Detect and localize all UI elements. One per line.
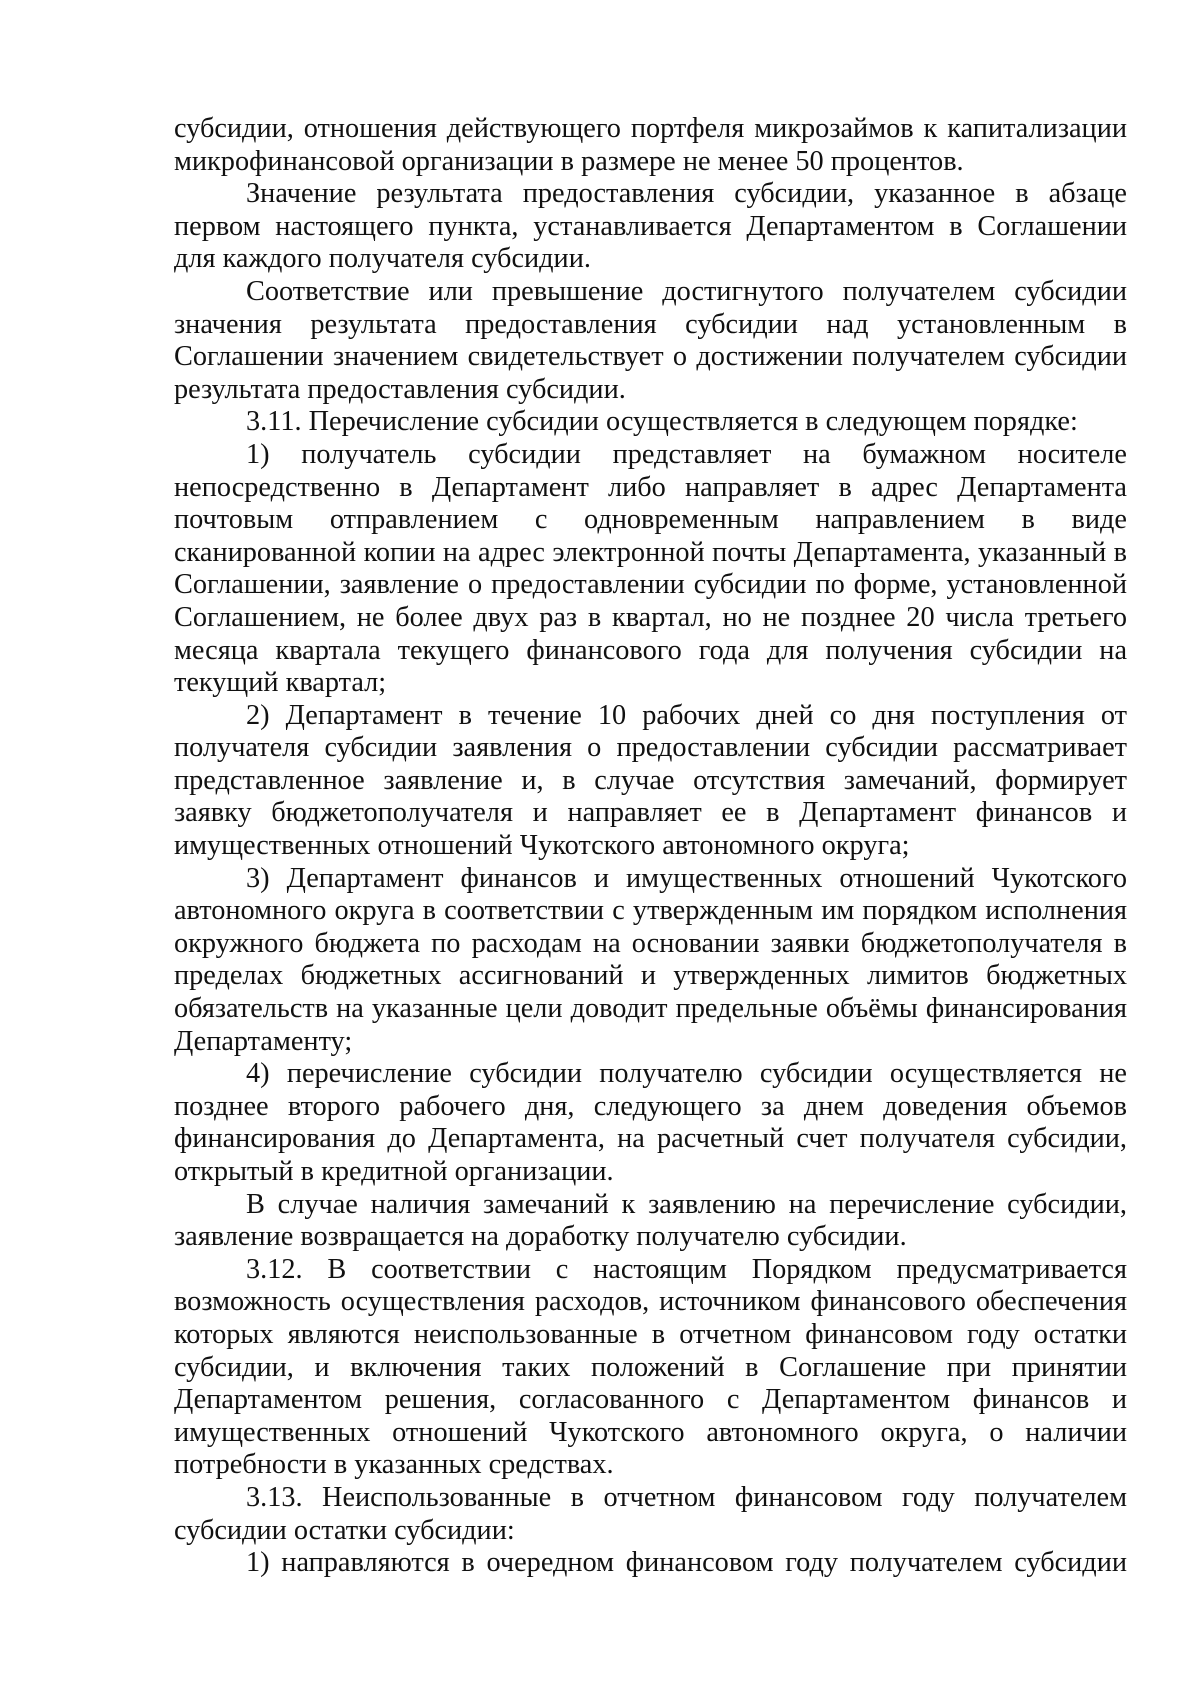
paragraph-remarks: В случае наличия замечаний к заявлению на перечисление субсидии, заявление возвращается на доработку получателю субсидии. [174, 1188, 1127, 1253]
paragraph-3-11-item-1: 1) получатель субсидии представляет на бумажном носителе непосредственно в Департамент либо направляет в адрес Департамента почтовым отправлением с одновременным направлением в виде сканированной копии на адрес электронной почты Департамента, указанный в Соглашении, заявление о предоставлении субсидии по форме, установленной Соглашением, не более двух раз в квартал, но не позднее 20 числа третьего месяца квартала текущего финансового года для получения субсидии на текущий квартал; [174, 438, 1127, 699]
paragraph-result-value: Значение результата предоставления субсидии, указанное в абзаце первом настоящего пункта, устанавливается Департаментом в Соглашении для каждого получателя субсидии. [174, 178, 1127, 275]
paragraph-3-11-heading: 3.11. Перечисление субсидии осуществляется в следующем порядке: [246, 406, 1078, 438]
document-body [174, 113, 1127, 1580]
paragraph-continuation: субсидии, отношения действующего портфеля микрозаймов к капитализации микрофинансовой организации в размере не менее 50 процентов. [174, 113, 1127, 177]
paragraph-3-13: 3.13. Неиспользованные в отчетном финансовом году получателем субсидии остатки субсидии: [174, 1481, 1127, 1546]
paragraph-3-11-item-3: 3) Департамент финансов и имущественных отношений Чукотского автономного округа в соответствии с утвержденным им порядком исполнения окружного бюджета по расходам на основании заявки бюджетополучателя в пределах бюджетных ассигнований и утвержденных лимитов бюджетных обязательств на указанные цели доводит предельные объёмы финансирования Департаменту; [174, 862, 1127, 1057]
paragraph-3-11-item-2: 2) Департамент в течение 10 рабочих дней со дня поступления от получателя субсидии заявления о предоставлении субсидии рассматривает представленное заявление и, в случае отсутствия замечаний, формирует заявку бюджетополучателя и направляет ее в Департамент финансов и имущественных отношений Чукотского автономного округа; [174, 699, 1127, 862]
paragraph-3-12: 3.12. В соответствии с настоящим Порядком предусматривается возможность осуществления расходов, источником финансового обеспечения которых являются неиспользованные в отчетном финансовом году остатки субсидии, и включения таких положений в Соглашение при принятии Департаментом решения, согласованного с Департаментом финансов и имущественных отношений Чукотского автономного округа, о наличии потребности в указанных средствах. [174, 1253, 1127, 1481]
paragraph-3-11-item-4: 4) перечисление субсидии получателю субсидии осуществляется не позднее второго рабочего дня, следующего за днем доведения объемов финансирования до Департамента, на расчетный счет получателя субсидии, открытый в кредитной организации. [174, 1058, 1127, 1187]
paragraph-3-13-item-1: 1) направляются в очередном финансовом году получателем субсидии [246, 1547, 1127, 1579]
paragraph-result-compliance: Соответствие или превышение достигнутого получателем субсидии значения результата предоставления субсидии над установленным в Соглашении значением свидетельствует о достижении получателем субсидии результата предоставления субсидии. [174, 275, 1127, 405]
